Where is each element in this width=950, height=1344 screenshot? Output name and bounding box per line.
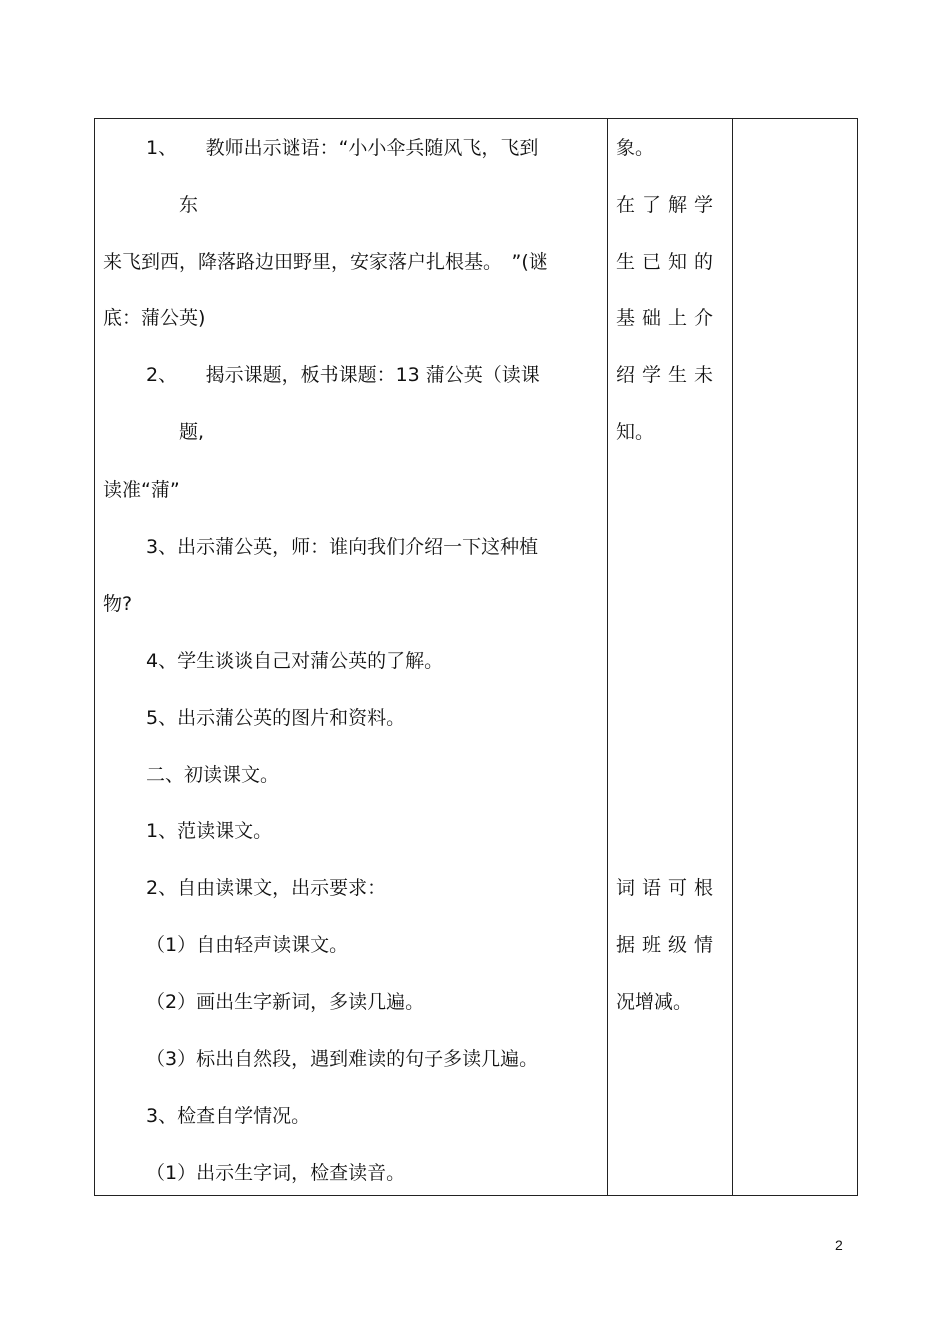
- note-line-4: 基础上介: [616, 307, 721, 329]
- main-line-15: （1）自由轻声读课文。: [146, 934, 349, 956]
- main-line-10: 4、学生谈谈自己对蒲公英的了解。: [146, 650, 444, 672]
- main-line-4: 底：蒲公英): [103, 307, 206, 329]
- main-line-14: 2、自由读课文，出示要求：: [146, 877, 387, 899]
- page-number: 2: [835, 1237, 843, 1253]
- main-line-12: 二、初读课文。: [146, 764, 280, 786]
- main-line-3: 来飞到西，降落路边田野里，安家落户扎根基。 ”(谜: [103, 251, 548, 273]
- main-line-17: （3）标出自然段，遇到难读的句子多读几遍。: [146, 1048, 539, 1070]
- note-line-8: 据班级情: [616, 934, 721, 956]
- main-line-16: （2）画出生字新词，多读几遍。: [146, 991, 425, 1013]
- note-line-7: 词语可根: [616, 877, 721, 899]
- note-line-5: 绍学生未: [616, 364, 721, 386]
- note-line-6: 知。: [616, 421, 655, 443]
- main-line-13: 1、范读课文。: [146, 820, 273, 842]
- note-line-3: 生已知的: [616, 251, 721, 273]
- main-line-11: 5、出示蒲公英的图片和资料。: [146, 707, 406, 729]
- column-divider-1: [607, 119, 608, 1195]
- main-line-2: 东: [179, 194, 199, 216]
- note-line-2: 在了解学: [616, 194, 721, 216]
- main-line-5: 2、 揭示课题，板书课题：13 蒲公英（读课: [146, 364, 540, 386]
- main-line-6: 题,: [179, 421, 205, 443]
- main-line-18: 3、检查自学情况。: [146, 1105, 311, 1127]
- main-line-7: 读准“蒲”: [103, 479, 180, 501]
- column-divider-2: [732, 119, 733, 1195]
- main-line-8: 3、出示蒲公英，师：谁向我们介绍一下这种植: [146, 536, 539, 558]
- note-line-1: 象。: [616, 137, 655, 159]
- main-line-9: 物?: [103, 593, 133, 615]
- note-line-9: 况增减。: [616, 991, 693, 1013]
- main-line-19: （1）出示生字词，检查读音。: [146, 1162, 406, 1184]
- main-line-1: 1、 教师出示谜语：“小小伞兵随风飞，飞到: [146, 137, 539, 159]
